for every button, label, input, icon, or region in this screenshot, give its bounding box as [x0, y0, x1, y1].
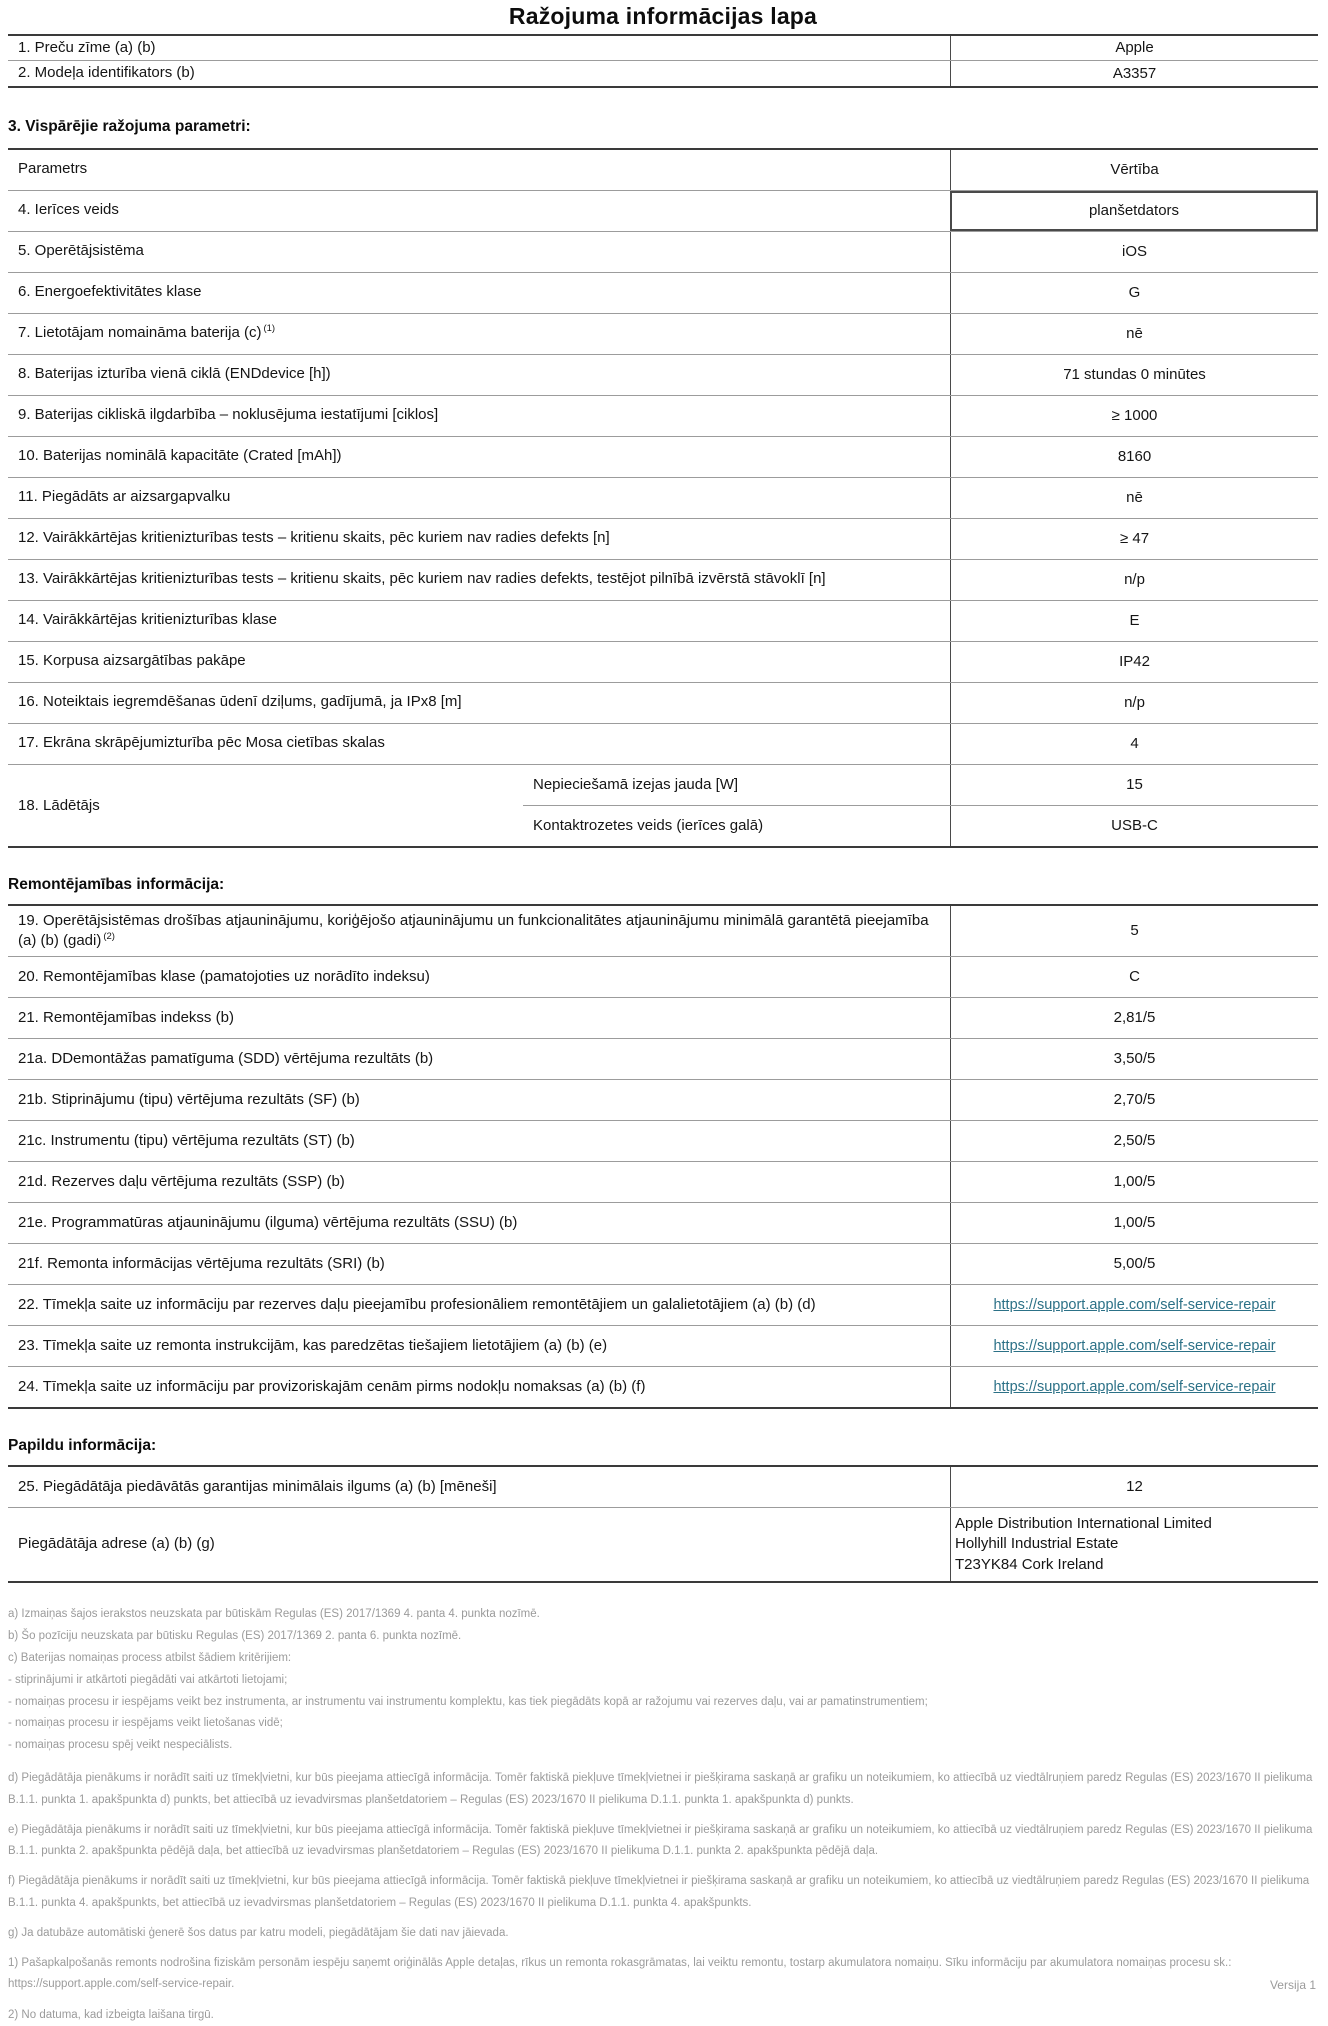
- address-line: T23YK84 Cork Ireland: [955, 1555, 1104, 1573]
- address-line: Hollyhill Industrial Estate: [955, 1535, 1119, 1553]
- column-header-parameter: Parametrs: [18, 160, 88, 178]
- row-value: IP42: [950, 642, 1318, 682]
- row-label: Piegādātāja adrese (a) (b) (g): [18, 1535, 215, 1553]
- charger-row: [8, 764, 1318, 846]
- row-label: 20. Remontējamības klase (pamatojoties uz norādīto indeksu): [18, 967, 430, 985]
- row-label: 8. Baterijas izturība vienā ciklā (ENDdevice [h]): [18, 365, 331, 383]
- row-label: 15. Korpusa aizsargātības pakāpe: [18, 652, 246, 670]
- row-label: 21b. Stiprinājumu (tipu) vērtējuma rezultāts (SF) (b): [18, 1090, 360, 1108]
- section-heading-additional-info: Papildu informācija:: [8, 1437, 157, 1454]
- table-row: [8, 1202, 1318, 1243]
- footnote-c-item: - nomaiņas procesu ir iespējams veikt lietošanas vidē;: [8, 1717, 283, 1730]
- table-row: [8, 956, 1318, 997]
- row-value: C: [950, 957, 1318, 997]
- spare-parts-availability-link[interactable]: https://support.apple.com/self-service-repair: [993, 1296, 1276, 1313]
- row-value: [950, 1285, 1318, 1325]
- row-label: 10. Baterijas nominālā kapacitāte (Crated [mAh]): [18, 447, 342, 465]
- table-row: [8, 682, 1318, 723]
- row-label: 11. Piegādāts ar aizsargapvalku: [18, 488, 231, 506]
- row-value: [950, 1367, 1318, 1407]
- row-value: USB-C: [950, 806, 1318, 846]
- row-value: nē: [950, 314, 1318, 354]
- row-label: 21c. Instrumentu (tipu) vērtējuma rezultāts (ST) (b): [18, 1131, 355, 1149]
- row-value: 15: [950, 765, 1318, 805]
- row-value: 1,00/5: [950, 1162, 1318, 1202]
- row-label: 14. Vairākkārtējas kritienizturības klase: [18, 611, 277, 629]
- row-value: 5,00/5: [950, 1244, 1318, 1284]
- footnote-a: a) Izmaiņas šajos ierakstos neuzskata par būtiskām Regulas (ES) 2017/1369 4. panta 4. punkta nozīmē.: [8, 1607, 540, 1620]
- table-row: [8, 518, 1318, 559]
- section-heading-repairability: Remontējamības informācija:: [8, 875, 225, 893]
- table-row: [8, 600, 1318, 641]
- supplier-address: [950, 1508, 1318, 1581]
- charger-subtable: [523, 765, 1318, 846]
- row-value: [950, 1326, 1318, 1366]
- table-row: [8, 1366, 1318, 1407]
- row-label: 5. Operētājsistēma: [18, 242, 144, 260]
- table-row: [8, 1325, 1318, 1366]
- version-label: Versija 1: [1269, 1978, 1316, 1992]
- row-label: 21f. Remonta informācijas vērtējuma rezultāts (SRI) (b): [18, 1254, 385, 1272]
- row-label: 21d. Rezerves daļu vērtējuma rezultāts (SSP) (b): [18, 1172, 345, 1190]
- table-row: [8, 1079, 1318, 1120]
- footnotes: [8, 1607, 1318, 2026]
- table-row: [8, 906, 1318, 957]
- row-value: 3,50/5: [950, 1039, 1318, 1079]
- page-title: Ražojuma informācijas lapa: [508, 3, 818, 29]
- table-row: [523, 805, 1318, 846]
- table-row: [8, 1243, 1318, 1284]
- table-row: [8, 723, 1318, 764]
- column-header-value: Vērtība: [950, 150, 1318, 190]
- row-value: 71 stundas 0 minūtes: [950, 355, 1318, 395]
- footnote-c-item: - stiprinājumi ir atkārtoti piegādāti vai atkārtoti lietojami;: [8, 1673, 288, 1686]
- row-label: 16. Noteiktais iegremdēšanas ūdenī dziļums, gadījumā, ja IPx8 [m]: [18, 693, 462, 711]
- brand-model-table: [8, 34, 1318, 88]
- row-value: 1,00/5: [950, 1203, 1318, 1243]
- row-value: 8160: [950, 437, 1318, 477]
- row-label: 1. Preču zīme (a) (b): [18, 39, 156, 56]
- row-value: 12: [950, 1467, 1318, 1507]
- repairability-table: [8, 904, 1318, 1410]
- table-row: [8, 1467, 1318, 1507]
- row-value: E: [950, 601, 1318, 641]
- additional-info-table: [8, 1465, 1318, 1583]
- address-line: Apple Distribution International Limited: [955, 1515, 1212, 1532]
- sub-row-label: Nepieciešamā izejas jauda [W]: [533, 775, 739, 793]
- row-value: 2,50/5: [950, 1121, 1318, 1161]
- row-value: 4: [950, 724, 1318, 764]
- supplier-address-row: [8, 1507, 1318, 1581]
- table-row: [523, 765, 1318, 805]
- footnote-c-item: - nomaiņas procesu ir iespējams veikt bez instrumenta, ar instrumentu vai instrumentu komplektu, kas tiek piegādāts kopā ar ražojumu vai rezerves daļu, vai ar pamatinstrumentiem;: [8, 1695, 928, 1708]
- row-value: 2,81/5: [950, 998, 1318, 1038]
- repair-instructions-link[interactable]: https://support.apple.com/self-service-repair: [993, 1337, 1276, 1354]
- row-value: A3357: [950, 61, 1318, 85]
- table-header-row: [8, 150, 1318, 190]
- table-row: [8, 60, 1318, 85]
- table-row: [8, 354, 1318, 395]
- row-label: 17. Ekrāna skrāpējumizturība pēc Mosa cietības skalas: [18, 734, 385, 752]
- table-row: [8, 997, 1318, 1038]
- footnote-c-item: - nomaiņas procesu spēj veikt nespeciālists.: [8, 1739, 233, 1752]
- row-value: nē: [950, 478, 1318, 518]
- footnote-f: f) Piegādātāja pienākums ir norādīt saiti uz tīmekļvietni, kur būs pieejama attiecīgā informācija. Tomēr faktiskā piekļuve tīmekļvietnei ir piešķirama saskaņā ar grafiku un noteikumiem, ko attiecībā uz viedtālruņiem paredz Regulas (ES) 2023/1670 II pielikuma B.1.1. punkta 4. apakšpunkts, bet attiecībā uz ievadvirsmas planšetdatoriem – Regulas (ES) 2023/1670 II pielikuma D.1.1. punkta 4. apakšpunkts.: [8, 1875, 1310, 1909]
- table-row: [8, 1284, 1318, 1325]
- row-label: 2. Modeļa identifikators (b): [18, 64, 195, 82]
- row-label: 6. Energoefektivitātes klase: [18, 283, 202, 301]
- general-parameters-table: [8, 148, 1318, 848]
- row-label: [8, 318, 950, 348]
- table-row: [8, 231, 1318, 272]
- table-row: [8, 1038, 1318, 1079]
- row-label: 22. Tīmekļa saite uz informāciju par rezerves daļu pieejamību profesionāliem remontētājiem un galalietotājiem (a) (b) (d): [18, 1295, 816, 1313]
- footnote-b: b) Šo pozīciju neuzskata par būtisku Regulas (ES) 2017/1369 2. panta 6. punkta nozīmē.: [8, 1629, 462, 1642]
- footnote-g: g) Ja datubāze automātiski ģenerē šos datus par katru modeli, piegādātājam šie dati nav jāievada.: [8, 1926, 509, 1939]
- footnote-spacer: [8, 1760, 1318, 1768]
- sub-row-label: Kontaktrozetes veids (ierīces galā): [533, 816, 764, 834]
- row-label: 21e. Programmatūras atjauninājumu (ilguma) vērtējuma rezultāts (SSU) (b): [18, 1213, 518, 1231]
- row-value: ≥ 47: [950, 519, 1318, 559]
- row-label: 18. Lādētājs: [18, 796, 100, 814]
- table-row: [8, 36, 1318, 60]
- row-label: 25. Piegādātāja piedāvātās garantijas minimālais ilgums (a) (b) [mēneši]: [18, 1477, 497, 1495]
- row-label: 4. Ierīces veids: [18, 201, 119, 219]
- row-label: 24. Tīmekļa saite uz informāciju par provizoriskajām cenām pirms nodokļu nomaksas (a) (b) (f): [18, 1377, 646, 1395]
- row-value: n/p: [950, 560, 1318, 600]
- row-value-highlighted: planšetdators: [950, 191, 1318, 231]
- row-label: 13. Vairākkārtējas kritienizturības tests – kritienu skaits, pēc kuriem nav radies defekts, testējot pilnībā izvērstā stāvoklī [n]: [18, 570, 826, 588]
- table-row: [8, 395, 1318, 436]
- row-label: [8, 906, 950, 957]
- footnote-c: c) Baterijas nomaiņas process atbilst šādiem kritērijiem:: [8, 1651, 292, 1664]
- row-label: 9. Baterijas cikliskā ilgdarbība – noklusējuma iestatījumi [ciklos]: [18, 406, 439, 424]
- row-label-text: 19. Operētājsistēmas drošības atjauninājumu, koriģējošo atjauninājumu un funkcionalitātes atjauninājumu minimālā garantētā pieejamība (a) (b) (gadi): [18, 911, 929, 949]
- table-row: [8, 1161, 1318, 1202]
- footnote-d: d) Piegādātāja pienākums ir norādīt saiti uz tīmekļvietni, kur būs pieejama attiecīgā informācija. Tomēr faktiskā piekļuve tīmekļvietnei ir piešķirama saskaņā ar grafiku un noteikumiem, ko attiecībā uz viedtālruņiem paredz Regulas (ES) 2023/1670 II pielikuma B.1.1. punkta 1. apakšpunkta d) punkts, bet attiecībā uz ievadvirsmas planšetdatoriem – Regulas (ES) 2023/1670 II pielikuma D.1.1. punkta 1. apakšpunkta d) punkts.: [8, 1772, 1313, 1806]
- footnote-2: 2) No datuma, kad izbeigta laišana tirgū.: [8, 2008, 214, 2021]
- row-label: 21. Remontējamības indekss (b): [18, 1008, 234, 1026]
- footnote-e: e) Piegādātāja pienākums ir norādīt saiti uz tīmekļvietni, kur būs pieejama attiecīgā informācija. Tomēr faktiskā piekļuve tīmekļvietnei ir piešķirama saskaņā ar grafiku un noteikumiem, ko attiecībā uz viedtālruņiem paredz Regulas (ES) 2023/1670 II pielikuma B.1.1. punkta 2. apakšpunkta pēdējā daļa, bet attiecībā uz ievadvirsmas planšetdatoriem – Regulas (ES) 2023/1670 II pielikuma D.1.1. punkta 2. apakšpunkta pēdējā daļa.: [8, 1823, 1313, 1858]
- row-value: G: [950, 273, 1318, 313]
- row-label: 12. Vairākkārtējas kritienizturības tests – kritienu skaits, pēc kuriem nav radies defekts [n]: [18, 529, 610, 547]
- row-value: iOS: [950, 232, 1318, 272]
- table-row: [8, 190, 1318, 231]
- footnote-ref-1: (1): [263, 323, 276, 335]
- row-value: 5: [950, 906, 1318, 957]
- row-label: 23. Tīmekļa saite uz remonta instrukcijām, kas paredzētas tiešajiem lietotājiem (a) (b) (e): [18, 1336, 608, 1354]
- pre-tax-prices-link[interactable]: https://support.apple.com/self-service-repair: [993, 1378, 1276, 1395]
- table-row: [8, 559, 1318, 600]
- table-row: [8, 313, 1318, 354]
- table-row: [8, 1120, 1318, 1161]
- table-row: [8, 477, 1318, 518]
- row-value: ≥ 1000: [950, 396, 1318, 436]
- table-row: [8, 641, 1318, 682]
- row-value: n/p: [950, 683, 1318, 723]
- footnote-1: 1) Pašapkalpošanās remonts nodrošina fiziskām personām iespēju saņemt oriģinālās Apple detaļas, rīkus un remonta rokasgrāmatas, lai veiktu remontu, tostarp akumulatora nomaiņu. Sīku informāciju par akumulatora nomaiņas procesu sk.: https://support.apple.com/self-service-repair.: [8, 1957, 1232, 1991]
- row-value: Apple: [950, 36, 1318, 60]
- footnote-ref-2: (2): [103, 930, 115, 942]
- row-label-text: 7. Lietotājam nomaināma baterija (c): [18, 324, 262, 342]
- table-row: [8, 272, 1318, 313]
- table-row: [8, 436, 1318, 477]
- row-value: 2,70/5: [950, 1080, 1318, 1120]
- section-heading-general-parameters: 3. Vispārējie ražojuma parametri:: [8, 117, 251, 135]
- row-label: 21a. DDemontāžas pamatīguma (SDD) vērtējuma rezultāts (b): [18, 1049, 434, 1067]
